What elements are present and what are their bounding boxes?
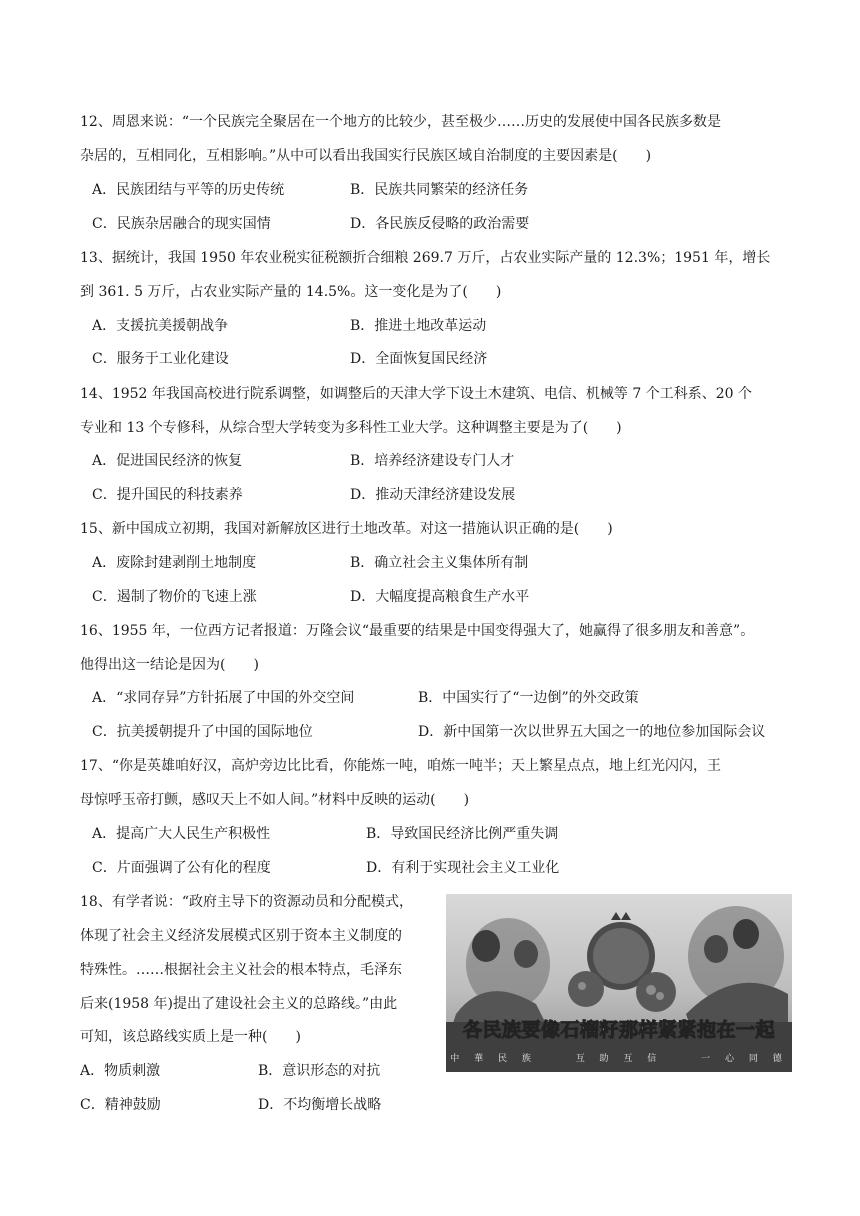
question-17-stem-line-2: 母惊呼玉帝打颤，感叹天上不如人间。”材料中反映的运动( ): [80, 792, 470, 808]
question-14-stem-line-2: 专业和 13 个专修科，从综合型大学转变为多科性工业大学。这种调整主要是为了( ): [80, 420, 622, 436]
question-16-option-b: B．中国实行了“一边倒”的外交政策: [418, 690, 639, 706]
question-16-option-a: A．“求同存异”方针拓展了中国的外交空间: [92, 690, 355, 706]
question-15-option-a: A．废除封建剥削土地制度: [92, 555, 257, 571]
pomegranate-poster-image: [446, 894, 792, 1072]
question-17-option-c: C．片面强调了公有化的程度: [92, 860, 271, 876]
poster-subcaption: 中 華 民 族 互 助 互 信 一 心 同 德: [450, 1054, 788, 1064]
question-18-option-c: C．精神鼓励: [80, 1097, 161, 1113]
poster-illustration: [446, 894, 792, 1072]
question-14-stem-line-1: 14、1952 年我国高校进行院系调整，如调整后的天津大学下设土木建筑、电信、机械等 7 个工科系、20 个: [80, 386, 752, 402]
question-12-stem-line-1: 12、周恩来说：“一个民族完全聚居在一个地方的比较少，甚至极少……历史的发展使中国各民族多数是: [80, 114, 721, 130]
question-17-stem-line-1: 17、“你是英雄咱好汉，高炉旁边比比看，你能炼一吨，咱炼一吨半；天上繁星点点，地上红光闪闪，王: [80, 758, 721, 774]
question-14-option-b: B．培养经济建设专门人才: [350, 453, 515, 469]
question-12-option-c: C．民族杂居融合的现实国情: [92, 216, 271, 232]
question-18-stem-line-2: 体现了社会主义经济发展模式区别于资本主义制度的: [80, 928, 402, 944]
question-15-stem-line-1: 15、新中国成立初期，我国对新解放区进行土地改革。对这一措施认识正确的是( ): [80, 521, 613, 537]
question-12-option-a: A．民族团结与平等的历史传统: [92, 182, 285, 198]
question-16-stem-line-2: 他得出这一结论是因为( ): [80, 657, 259, 673]
question-16-option-d: D．新中国第一次以世界五大国之一的地位参加国际会议: [418, 724, 766, 740]
question-13-option-c: C．服务于工业化建设: [92, 351, 229, 367]
question-15-option-b: B．确立社会主义集体所有制: [350, 555, 529, 571]
question-12-option-d: D．各民族反侵略的政治需要: [350, 216, 530, 232]
question-15-option-d: D．大幅度提高粮食生产水平: [350, 589, 530, 605]
question-13-option-b: B．推进土地改革运动: [350, 318, 487, 334]
question-18-option-a: A．物质刺激: [80, 1063, 161, 1079]
question-18-option-d: D．不均衡增长战略: [258, 1097, 382, 1113]
question-17-option-b: B．导致国民经济比例严重失调: [366, 826, 559, 842]
question-18-stem-line-4: 后来(1958 年)提出了建设社会主义的总路线。”由此: [80, 996, 398, 1012]
question-14-option-c: C．提升国民的科技素养: [92, 487, 243, 503]
question-18-stem-line-3: 特殊性。……根据社会主义社会的根本特点，毛泽东: [80, 962, 402, 978]
question-14-option-a: A．促进国民经济的恢复: [92, 453, 243, 469]
question-18-option-b: B．意识形态的对抗: [258, 1063, 381, 1079]
question-17-option-d: D．有利于实现社会主义工业化: [366, 860, 560, 876]
question-13-option-d: D．全面恢复国民经济: [350, 351, 488, 367]
question-12-stem-line-2: 杂居的，互相同化，互相影响。”从中可以看出我国实行民族区域自治制度的主要因素是( ): [80, 148, 652, 164]
question-14-option-d: D．推动天津经济建设发展: [350, 487, 516, 503]
question-13-option-a: A．支援抗美援朝战争: [92, 318, 229, 334]
question-16-stem-line-1: 16、1955 年，一位西方记者报道：万隆会议“最重要的结果是中国变得强大了，她赢得了很多朋友和善意”。: [80, 623, 755, 639]
question-15-option-c: C．遏制了物价的飞速上涨: [92, 589, 257, 605]
question-13-stem-line-1: 13、据统计，我国 1950 年农业税实征税额折合细粮 269.7 万斤，占农业实际产量的 12.3%；1951 年，增长: [80, 250, 771, 266]
question-16-option-c: C．抗美援朝提升了中国的国际地位: [92, 724, 313, 740]
poster-caption: 各民族要像石榴籽那样紧紧抱在一起: [462, 1019, 775, 1041]
question-17-option-a: A．提高广大人民生产积极性: [92, 826, 271, 842]
question-13-stem-line-2: 到 361. 5 万斤，占农业实际产量的 14.5%。这一变化是为了( ): [80, 284, 502, 300]
question-18-stem-line-1: 18、有学者说：“政府主导下的资源动员和分配模式，: [80, 894, 413, 910]
question-18-stem-line-5: 可知，该总路线实质上是一种( ): [80, 1029, 301, 1045]
question-12-option-b: B．民族共同繁荣的经济任务: [350, 182, 529, 198]
